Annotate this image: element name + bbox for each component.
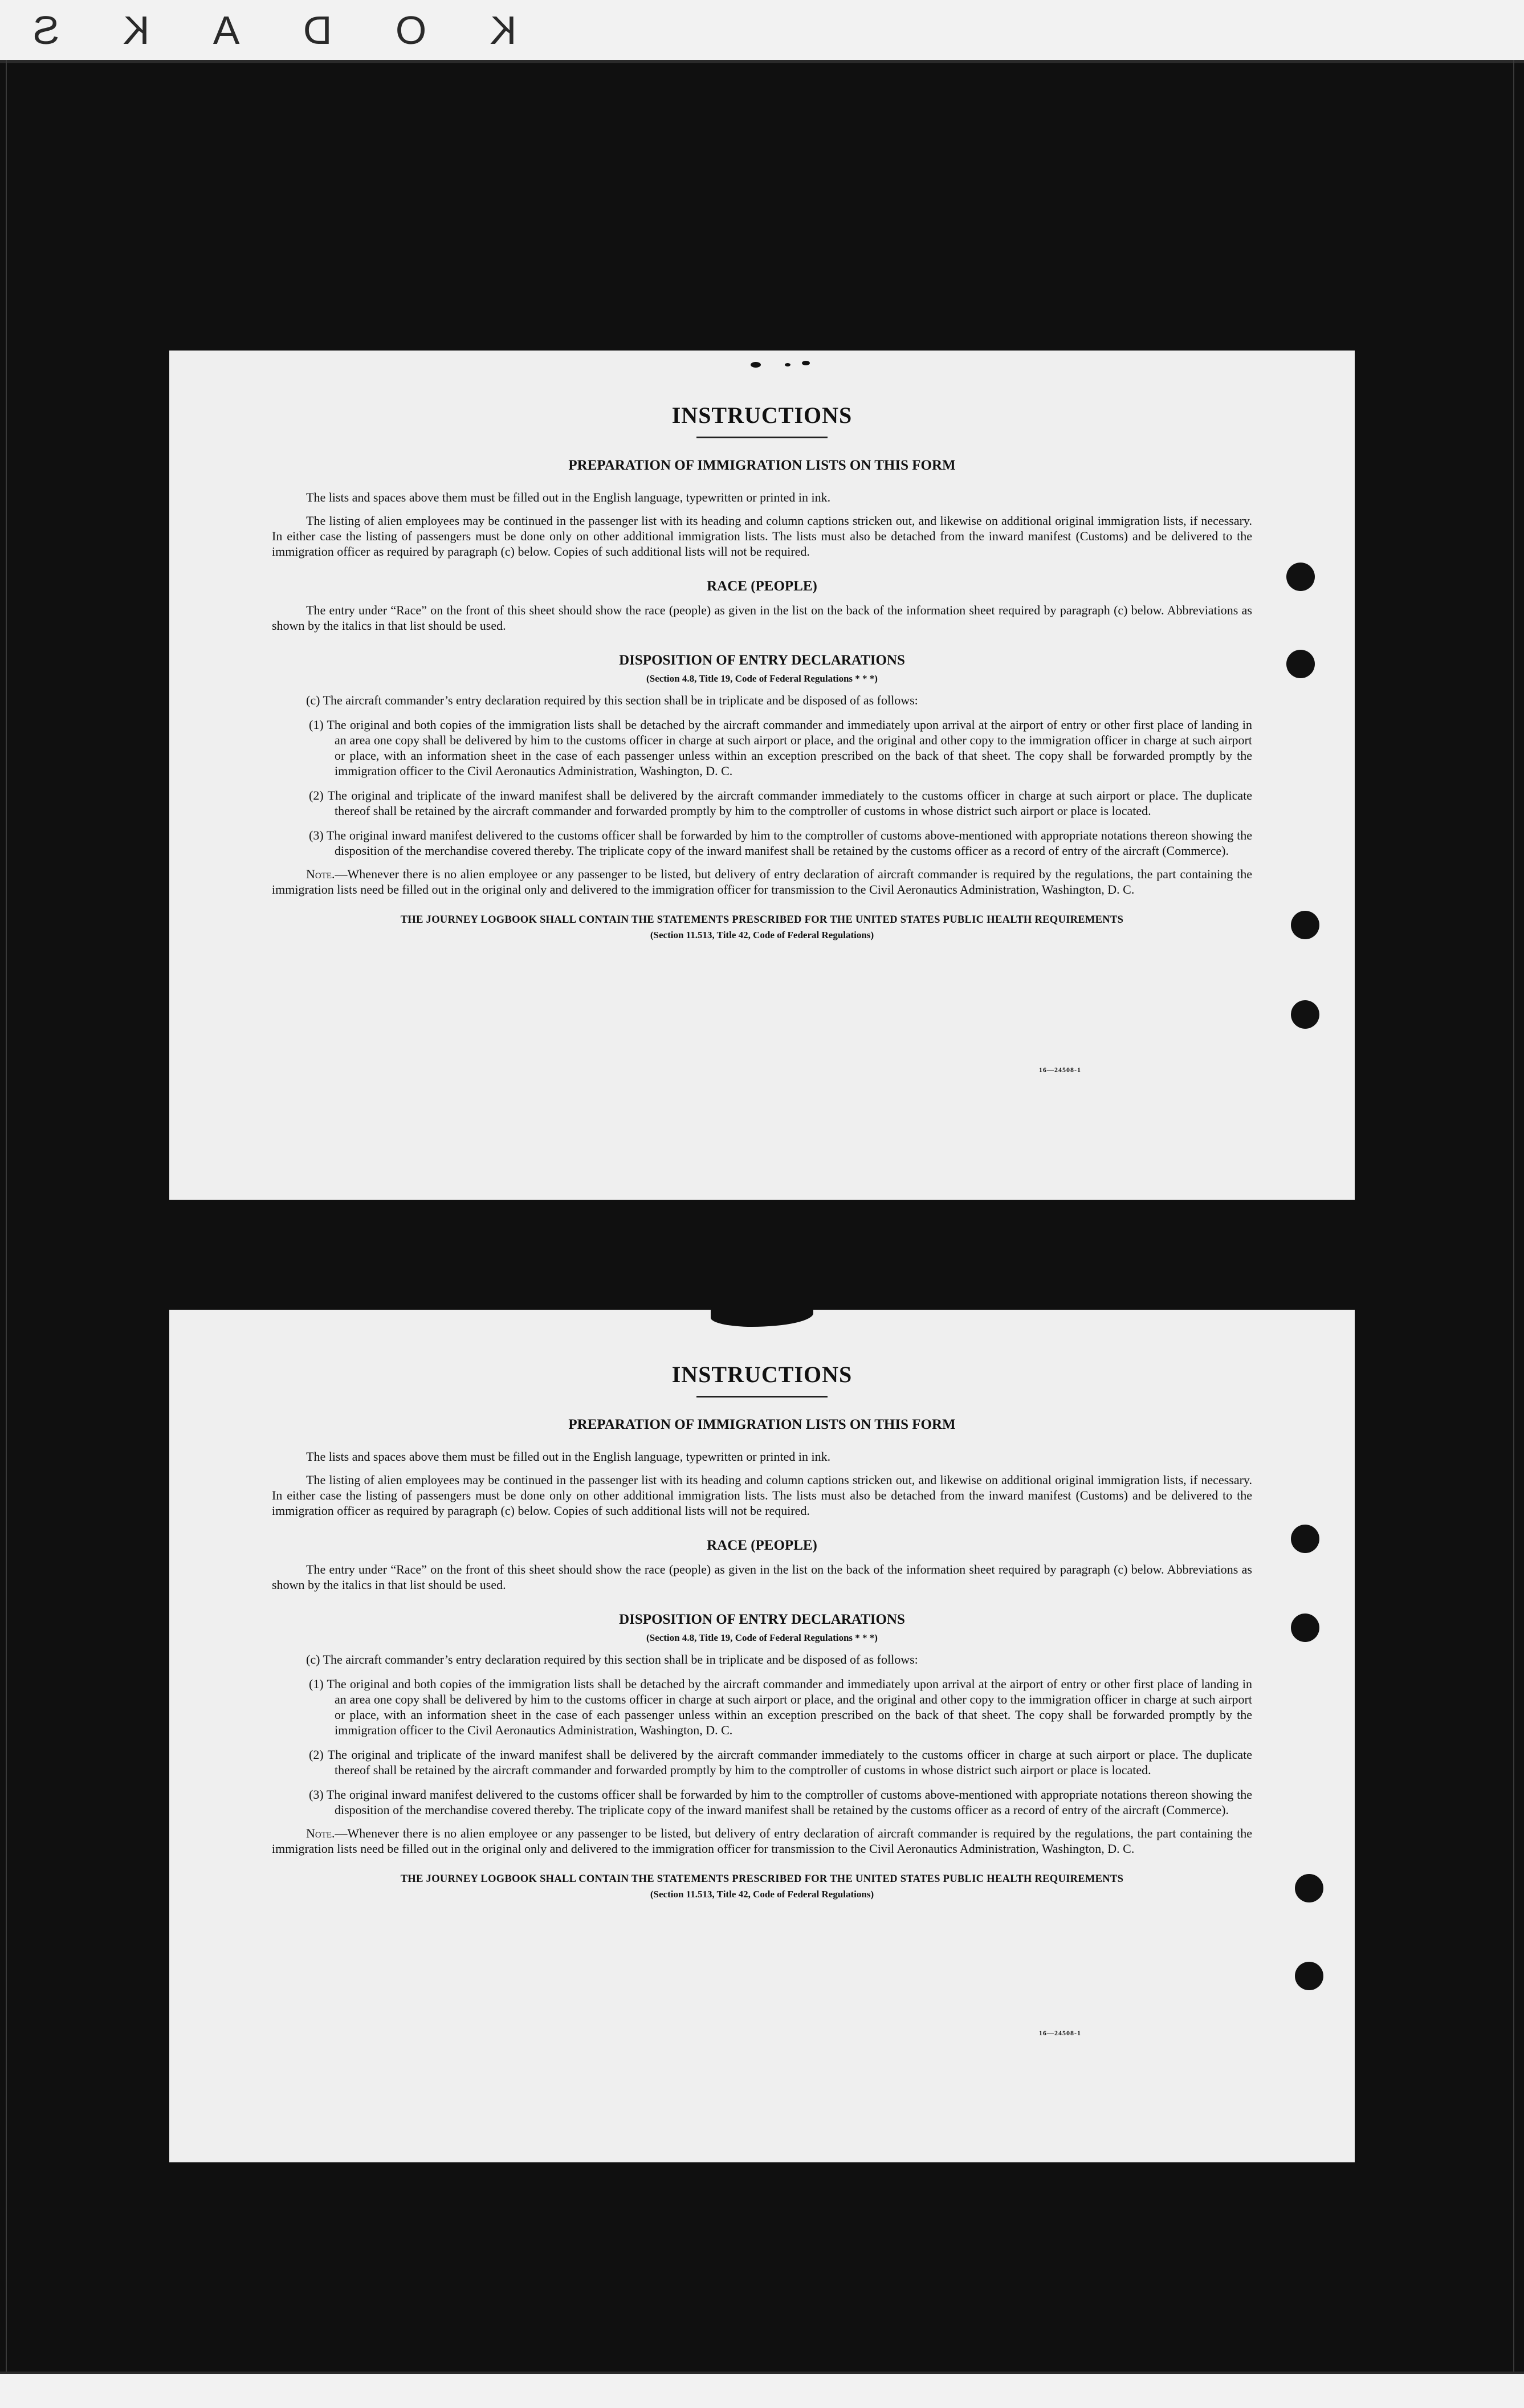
disposition-item-1: (1) The original and both copies of the immigration lists shall be detached by the aircraft commander and immediately upon arrival at the airport of entry or other first place of landing in an area one copy shall be delivered by him to the customs officer in charge at such airport or place, and the original and other copy to the immigration officer in charge at such airport or place, with an information sheet in the case of each passenger unless within an exception prescribed on the back of that sheet. The copy shall be forwarded promptly by the immigration officer to the Civil Aeronautics Administration, Washington, D. C.	[309, 718, 1252, 778]
disposition-item-3: (3) The original inward manifest delivered to the customs officer shall be forwarded by him to the comptroller of customs above-mentioned with appropriate notations thereon showing the disposition of the merchandise covered thereby. The triplicate copy of the inward manifest shall be retained by the customs officer as a record of entry of the aircraft (Commerce).	[309, 1787, 1252, 1817]
disposition-item-2: (2) The original and triplicate of the inward manifest shall be delivered by the aircraft commander immediately to the customs officer in charge at such airport or place. The duplicate thereof shall be retained by the aircraft commander and forwarded promptly by him to the comptroller of customs in whose district such airport or place is located.	[309, 788, 1252, 818]
preparation-heading: PREPARATION OF IMMIGRATION LISTS ON THIS FORM	[568, 1417, 956, 1432]
sheet-body	[272, 1350, 1252, 1900]
film-edge-top	[0, 0, 1524, 63]
preparation-paragraph-2: The listing of alien employees may be continued in the passenger list with its heading and column captions stricken out, and likewise on additional original immigration lists, if necessary. In either case the listing of passengers must be done only on other additional immigration lists. The lists must also be detached from the inward manifest (Customs) and be delivered to the immigration officer as required by paragraph (c) below. Copies of such additional lists will not be required.	[272, 514, 1252, 559]
disposition-intro: (c) The aircraft commander’s entry declaration required by this section shall be in triplicate and be disposed of as follows:	[306, 693, 918, 707]
preparation-paragraph-1: The lists and spaces above them must be filled out in the English language, typewritten or printed in ink.	[306, 1449, 831, 1464]
race-paragraph: The entry under “Race” on the front of this sheet should show the race (people) as given in the list on the back of the information sheet required by paragraph (c) below. Abbreviations as shown by the italics in that list should be used.	[272, 1562, 1252, 1592]
race-heading: RACE (PEOPLE)	[707, 1538, 817, 1553]
ink-smudge	[751, 362, 761, 368]
note-paragraph	[272, 1826, 1252, 1856]
note-text: —Whenever there is no alien employee or any passenger to be listed, but delivery of entry declaration of aircraft commander is required by the regulations, the part containing the immigration lists need be filled out in the original only and delivered to the immigration officer for transmission to the Civil Aeronautics Administration, Washington, D. C.	[272, 1826, 1252, 1856]
title-rule	[696, 1396, 828, 1397]
punch-hole	[1286, 650, 1315, 678]
disposition-item-1: (1) The original and both copies of the immigration lists shall be detached by the aircraft commander and immediately upon arrival at the airport of entry or other first place of landing in an area one copy shall be delivered by him to the customs officer in charge at such airport or place, and the original and other copy to the immigration officer in charge at such airport or place, with an information sheet in the case of each passenger unless within an exception prescribed on the back of that sheet. The copy shall be forwarded promptly by the immigration officer to the Civil Aeronautics Administration, Washington, D. C.	[309, 1677, 1252, 1737]
race-heading: RACE (PEOPLE)	[707, 578, 817, 594]
disposition-item-2: (2) The original and triplicate of the inward manifest shall be delivered by the aircraft commander immediately to the customs officer in charge at such airport or place. The duplicate thereof shall be retained by the aircraft commander and forwarded promptly by him to the comptroller of customs in whose district such airport or place is located.	[309, 1747, 1252, 1777]
document-sheet-top	[169, 351, 1355, 1200]
film-letter: D	[300, 7, 332, 52]
disposition-heading: DISPOSITION OF ENTRY DECLARATIONS	[619, 653, 905, 668]
ink-smudge	[785, 363, 790, 366]
film-edge-lettering	[0, 0, 547, 60]
preparation-paragraph-2: The listing of alien employees may be continued in the passenger list with its heading and column captions stricken out, and likewise on additional original immigration lists, if necessary. In either case the listing of passengers must be done only on other additional immigration lists. The lists must also be detached from the inward manifest (Customs) and be delivered to the immigration officer as required by paragraph (c) below. Copies of such additional lists will not be required.	[272, 1473, 1252, 1518]
disposition-citation: (Section 4.8, Title 19, Code of Federal Regulations * * *)	[646, 1632, 878, 1643]
disposition-heading: DISPOSITION OF ENTRY DECLARATIONS	[619, 1612, 905, 1627]
punch-hole	[1291, 1525, 1319, 1553]
punch-hole	[1295, 1874, 1323, 1902]
note-label: Note.	[306, 1826, 335, 1840]
note-label: Note.	[306, 867, 335, 881]
punch-hole	[1286, 563, 1315, 591]
logbook-requirement: THE JOURNEY LOGBOOK SHALL CONTAIN THE STATEMENTS PRESCRIBED FOR THE UNITED STATES PUBLIC HEALTH REQUIREMENTS	[400, 1873, 1124, 1885]
disposition-intro: (c) The aircraft commander’s entry declaration required by this section shall be in triplicate and be disposed of as follows:	[306, 1652, 918, 1667]
instructions-title: INSTRUCTIONS	[671, 1362, 853, 1387]
form-number: 16—24508-1	[1039, 2029, 1081, 2037]
film-letter: O	[393, 7, 427, 52]
instructions-title: INSTRUCTIONS	[671, 402, 853, 428]
logbook-citation: (Section 11.513, Title 42, Code of Federal Regulations)	[650, 1889, 874, 1900]
punch-hole	[1291, 911, 1319, 939]
film-letter: K	[487, 7, 517, 52]
punch-hole	[1291, 1614, 1319, 1642]
title-rule	[696, 437, 828, 438]
disposition-citation: (Section 4.8, Title 19, Code of Federal Regulations * * *)	[646, 673, 878, 684]
film-letter: A	[210, 7, 240, 52]
sheet-body	[272, 390, 1252, 941]
film-letter: K	[120, 7, 150, 52]
preparation-heading: PREPARATION OF IMMIGRATION LISTS ON THIS FORM	[568, 458, 956, 473]
race-paragraph: The entry under “Race” on the front of this sheet should show the race (people) as given in the list on the back of the information sheet required by paragraph (c) below. Abbreviations as shown by the italics in that list should be used.	[272, 603, 1252, 633]
preparation-paragraph-1: The lists and spaces above them must be filled out in the English language, typewritten or printed in ink.	[306, 490, 831, 504]
film-letter: S	[30, 7, 60, 52]
document-sheet-bottom	[169, 1310, 1355, 2162]
logbook-requirement: THE JOURNEY LOGBOOK SHALL CONTAIN THE STATEMENTS PRESCRIBED FOR THE UNITED STATES PUBLIC HEALTH REQUIREMENTS	[400, 914, 1124, 926]
logbook-citation: (Section 11.513, Title 42, Code of Federal Regulations)	[650, 930, 874, 940]
note-text: —Whenever there is no alien employee or any passenger to be listed, but delivery of entry declaration of aircraft commander is required by the regulations, the part containing the immigration lists need be filled out in the original only and delivered to the immigration officer for transmission to the Civil Aeronautics Administration, Washington, D. C.	[272, 867, 1252, 897]
punch-hole	[1295, 1962, 1323, 1990]
film-rail-left	[6, 60, 7, 2374]
film-edge-bottom	[0, 2372, 1524, 2408]
ink-smudge	[802, 361, 810, 365]
note-paragraph	[272, 866, 1252, 897]
disposition-item-3: (3) The original inward manifest delivered to the customs officer shall be forwarded by him to the comptroller of customs above-mentioned with appropriate notations thereon showing the disposition of the merchandise covered thereby. The triplicate copy of the inward manifest shall be retained by the customs officer as a record of entry of the aircraft (Commerce).	[309, 828, 1252, 858]
punch-hole	[1291, 1000, 1319, 1029]
film-rail-right	[1513, 60, 1514, 2374]
torn-edge	[711, 1304, 813, 1327]
form-number: 16—24508-1	[1039, 1066, 1081, 1074]
